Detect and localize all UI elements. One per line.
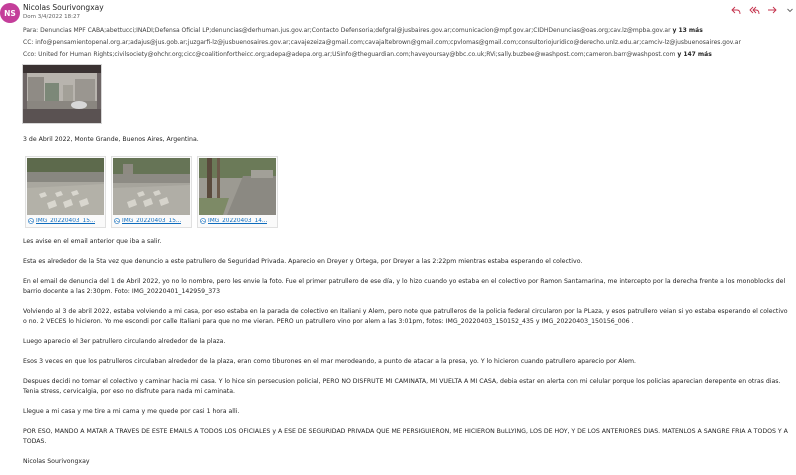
image-icon xyxy=(28,218,34,224)
cco-more-link[interactable]: y 147 más xyxy=(677,51,712,58)
paragraph: Les avise en el email anterior que iba a salir. xyxy=(23,238,162,245)
attachment-1-preview xyxy=(27,158,104,215)
paragraph: En el email de denuncia del 1 de Abril 2022, yo no lo nombre, pero les envie la foto. Fue el primer patrullero de ese día, y lo hizo cuando yo estaba en el colectivo por Ramon Santamarina, me intercepto por la derecha frente a los monoblocks del barrio docente a las 2:30pm. Foto: IMG_20220401_142959_373 xyxy=(23,278,786,295)
reply-icon[interactable] xyxy=(730,4,742,16)
attachment-3-preview xyxy=(199,158,276,215)
reply-all-icon[interactable] xyxy=(748,4,760,16)
cc-recipients[interactable] xyxy=(23,39,741,46)
image-icon xyxy=(114,218,120,224)
attachment-2[interactable] xyxy=(111,156,192,228)
attachment-3-link[interactable]: IMG_20220403_14... xyxy=(200,216,275,226)
to-recipients[interactable] xyxy=(23,27,703,34)
paragraph: Esta es alrededor de la 5ta vez que denuncio a este patrullero de Seguridad Privada. Aparecio en Dreyer y Ortega, por Dreyer a las 2:22pm mientras estaba esperando el colectivo. xyxy=(23,258,583,265)
paragraph: Luego aparecio el 3er patrullero circulando alrededor de la plaza. xyxy=(23,338,226,345)
inline-photo[interactable] xyxy=(22,64,102,124)
image-icon xyxy=(200,218,206,224)
paragraph: Esos 3 veces en que los patrulleros circulaban alrededor de la plaza, eran como tiburones en el mar merodeando, a punto de atacar a la presa, yo. Y lo hicieron cuando patrullero aparecio por Alem. xyxy=(23,358,637,365)
forward-icon[interactable] xyxy=(766,4,778,16)
to-list: Para: Denuncias MPF CABA;abettucci;INADI;Defensa Oficial LP;denuncias@derhuman.jus.gov.ar;Contacto Defensoria;defgral@jusbaires.gov.ar;comunicacion@mpf.gov.ar;CIDHDenuncias@oas.org;cav.lz@mpba.gov.ar xyxy=(23,27,671,34)
signature: Nicolas Sourivongxay xyxy=(23,458,90,465)
cco-recipients[interactable] xyxy=(23,51,712,58)
attachment-1[interactable] xyxy=(25,156,106,228)
message-actions xyxy=(730,3,796,17)
attachment-2-preview xyxy=(113,158,190,215)
cco-list: Cco: United for Human Rights;civilsociety@ohchr.org;cicc@coalitionfortheicc.org;adepa@adepa.org.ar;USinfo@theguardian.com;haveyoursay@bbc.co.uk;RVi;sally.buzbee@washpost.com;cameron.barr@washpost.com xyxy=(23,51,676,58)
attachment-2-link[interactable]: IMG_20220403_15... xyxy=(114,216,189,226)
paragraph: Volviendo al 3 de abril 2022, estaba volviendo a mi casa, por eso estaba en la parada de colectivo en Italiani y Alem, pero note que patrulleros de la policia federal circularon por la PLaza, y esos patrullero veian si yo estaba esperando el colectivo o no. 2 VECES lo hicieron. Yo me escondi por calle Italiani para que no me vieran. PERO un patrullero vino por alem a las 3:01pm, fotos: IMG_20220403_150152_435 y IMG_20220403_150156_006 . xyxy=(23,308,788,325)
location-line: 3 de Abril 2022, Monte Grande, Buenos Aires, Argentina. xyxy=(23,136,199,143)
avatar: NS xyxy=(0,3,20,23)
paragraph: POR ESO, MANDO A MATAR A TRAVES DE ESTE EMAILS A TODOS LOS OFICIALES y A ESE DE SEGURIDAD PRIVADA QUE ME PERSIGUIERON, ME HICIERON BuLLYING, LOS DE HOY, Y DE LOS ANTERIORES DIAS. MATENLOS A SANGRE FRIA A TODOS Y A TODAS. xyxy=(23,428,788,445)
paragraph: Despues decidi no tomar el colectivo y caminar hacia mi casa. Y lo hice sin persecusion policial, PERO NO DISFRUTE MI CAMINATA, MI VUELTA A MI CASA, debia estar en alerta con mi celular porque los policias aparecian derepente en otras dias. Tenia stress, cervicalgia, por eso no disfrute para nada mi caminata. xyxy=(23,378,781,395)
cc-list: CC: info@pensamientopenal.org.ar;adajus@jus.gob.ar;juzgarfi-lz@jusbuenosaires.gov.ar;cavajezeiza@gmail.com;cavajaltebrown@gmail.com;cpvlomas@gmail.com;consultoriojuridico@derecho.unlz.edu.ar;camciv-lz@jusbuenosaires.gov.ar xyxy=(23,39,741,46)
paragraph: Llegue a mi casa y me tire a mi cama y me quede por casi 1 hora alli. xyxy=(23,408,240,415)
sent-date: Dom 3/4/2022 18:27 xyxy=(23,14,81,20)
attachment-1-link[interactable]: IMG_20220403_15... xyxy=(28,216,103,226)
sender-name[interactable]: Nicolas Sourivongxay xyxy=(23,3,104,12)
attachment-3[interactable] xyxy=(197,156,278,228)
to-more-link[interactable]: y 13 más xyxy=(672,27,703,34)
more-options-icon[interactable] xyxy=(784,4,796,16)
